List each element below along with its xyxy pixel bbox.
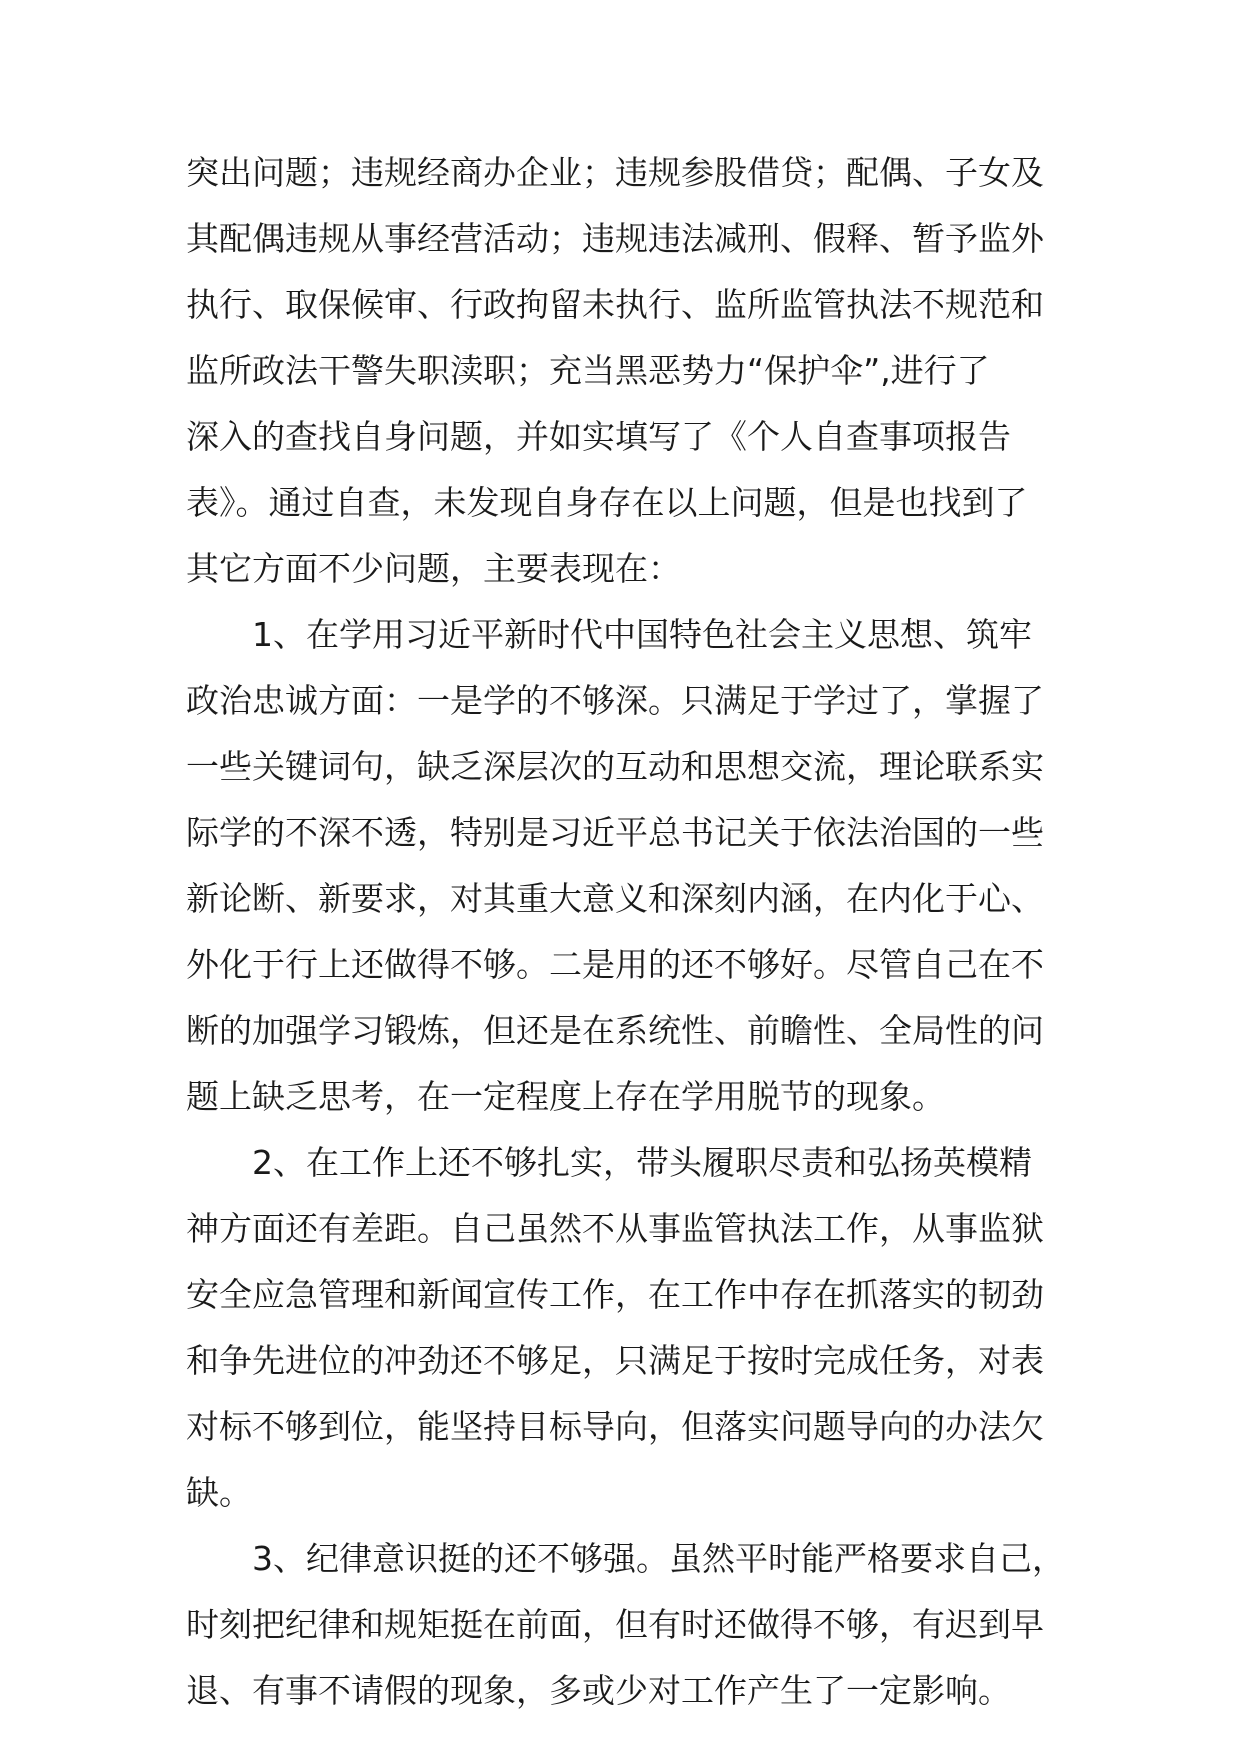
text-line: 断的加强学习锻炼，但还是在系统性、前瞻性、全局性的问 [186,1011,1044,1050]
paragraph-start-line: 2、在工作上还不够扎实，带头履职尽责和弘扬英模精 [252,1143,1032,1182]
text-line: 安全应急管理和新闻宣传工作，在工作中存在抓落实的韧劲 [186,1275,1044,1314]
text-line: 对标不够到位，能坚持目标导向，但落实问题导向的办法欠 [186,1407,1044,1446]
paragraph-start-line: 3、纪律意识挺的还不够强。虽然平时能严格要求自己， [252,1539,1065,1578]
text-line: 神方面还有差距。自己虽然不从事监管执法工作，从事监狱 [186,1209,1044,1248]
text-line: 际学的不深不透，特别是习近平总书记关于依法治国的一些 [186,813,1044,852]
text-line: 其它方面不少问题，主要表现在： [186,549,681,588]
text-line: 外化于行上还做得不够。二是用的还不够好。尽管自己在不 [186,945,1044,984]
text-line: 其配偶违规从事经营活动；违规违法减刑、假释、暂予监外 [186,219,1044,258]
document-body [186,140,1066,1724]
text-line: 突出问题；违规经商办企业；违规参股借贷；配偶、子女及 [186,153,1044,192]
text-line: 政治忠诚方面：一是学的不够深。只满足于学过了，掌握了 [186,681,1044,720]
text-line: 深入的查找自身问题，并如实填写了《个人自查事项报告 [186,417,1011,456]
text-line: 表》。通过自查，未发现自身存在以上问题，但是也找到了 [186,483,1028,522]
text-line: 一些关键词句，缺乏深层次的互动和思想交流，理论联系实 [186,747,1044,786]
text-line: 新论断、新要求，对其重大意义和深刻内涵，在内化于心、 [186,879,1044,918]
text-line: 和争先进位的冲劲还不够足，只满足于按时完成任务，对表 [186,1341,1044,1380]
text-line: 时刻把纪律和规矩挺在前面，但有时还做得不够，有迟到早 [186,1605,1044,1644]
text-line: 缺。 [186,1473,252,1512]
text-line: 执行、取保候审、行政拘留未执行、监所监管执法不规范和 [186,285,1044,324]
text-line: 题上缺乏思考，在一定程度上存在学用脱节的现象。 [186,1077,945,1116]
text-line: 退、有事不请假的现象，多或少对工作产生了一定影响。 [186,1671,1011,1710]
text-line: 监所政法干警失职渎职；充当黑恶势力“保护伞”,进行了 [186,351,990,390]
paragraph-start-line: 1、在学用习近平新时代中国特色社会主义思想、筑牢 [252,615,1032,654]
